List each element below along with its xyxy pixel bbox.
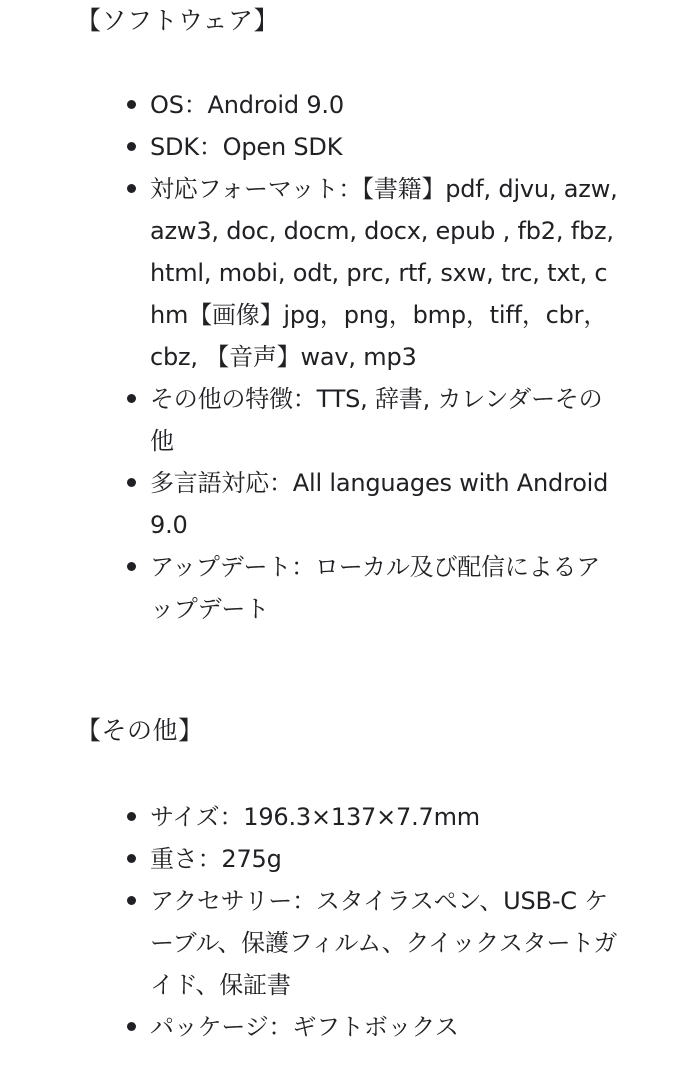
list-item-text: 多言語対応：All languages with Android 9.0 [150, 469, 609, 539]
list-item-text: アップデート：ローカル及び配信によるアップデート [150, 553, 601, 623]
bullet-icon [127, 478, 136, 487]
bullet-icon [127, 1022, 136, 1031]
list-item-updates [0, 546, 620, 630]
list-item-formats [0, 168, 620, 378]
section-title-software: 【ソフトウェア】 [76, 6, 280, 35]
bullet-icon [127, 142, 136, 151]
other-spec-list [0, 796, 620, 1048]
section-title-other: 【その他】 [76, 716, 204, 745]
list-item-os [0, 84, 620, 126]
software-spec-list [0, 84, 620, 630]
list-item-sdk [0, 126, 620, 168]
list-item-text: 対応フォーマット：【書籍】pdf, djvu, azw, azw3, doc, docm, docx, epub , fb2, fbz, html, mobi, odt, prc, rtf, sxw, trc, txt, chm【画像】jpg，png，bmp，tiff，cbr，cbz, 【音声】wav, mp3 [150, 175, 618, 371]
bullet-icon [127, 394, 136, 403]
bullet-icon [127, 812, 136, 821]
bullet-icon [127, 184, 136, 193]
list-item-text: 重さ：275g [150, 845, 282, 873]
list-item-text: パッケージ：ギフトボックス [150, 1013, 459, 1041]
list-item-languages [0, 462, 620, 546]
list-item-text: SDK：Open SDK [150, 133, 343, 161]
list-item-features [0, 378, 620, 462]
list-item-text: サイズ：196.3×137×7.7mm [150, 803, 480, 831]
list-item-text: アクセサリー：スタイラスペン、USB-C ケーブル、保護フィルム、クイックスタートガイド、保証書 [150, 887, 618, 999]
list-item-text: その他の特徴：TTS, 辞書, カレンダーその他 [150, 385, 603, 455]
list-item-package [0, 1006, 620, 1048]
bullet-icon [127, 100, 136, 109]
bullet-icon [127, 562, 136, 571]
list-item-accessories [0, 880, 620, 1006]
bullet-icon [127, 896, 136, 905]
list-item-weight [0, 838, 620, 880]
list-item-text: OS：Android 9.0 [150, 91, 344, 119]
list-item-size [0, 796, 620, 838]
bullet-icon [127, 854, 136, 863]
